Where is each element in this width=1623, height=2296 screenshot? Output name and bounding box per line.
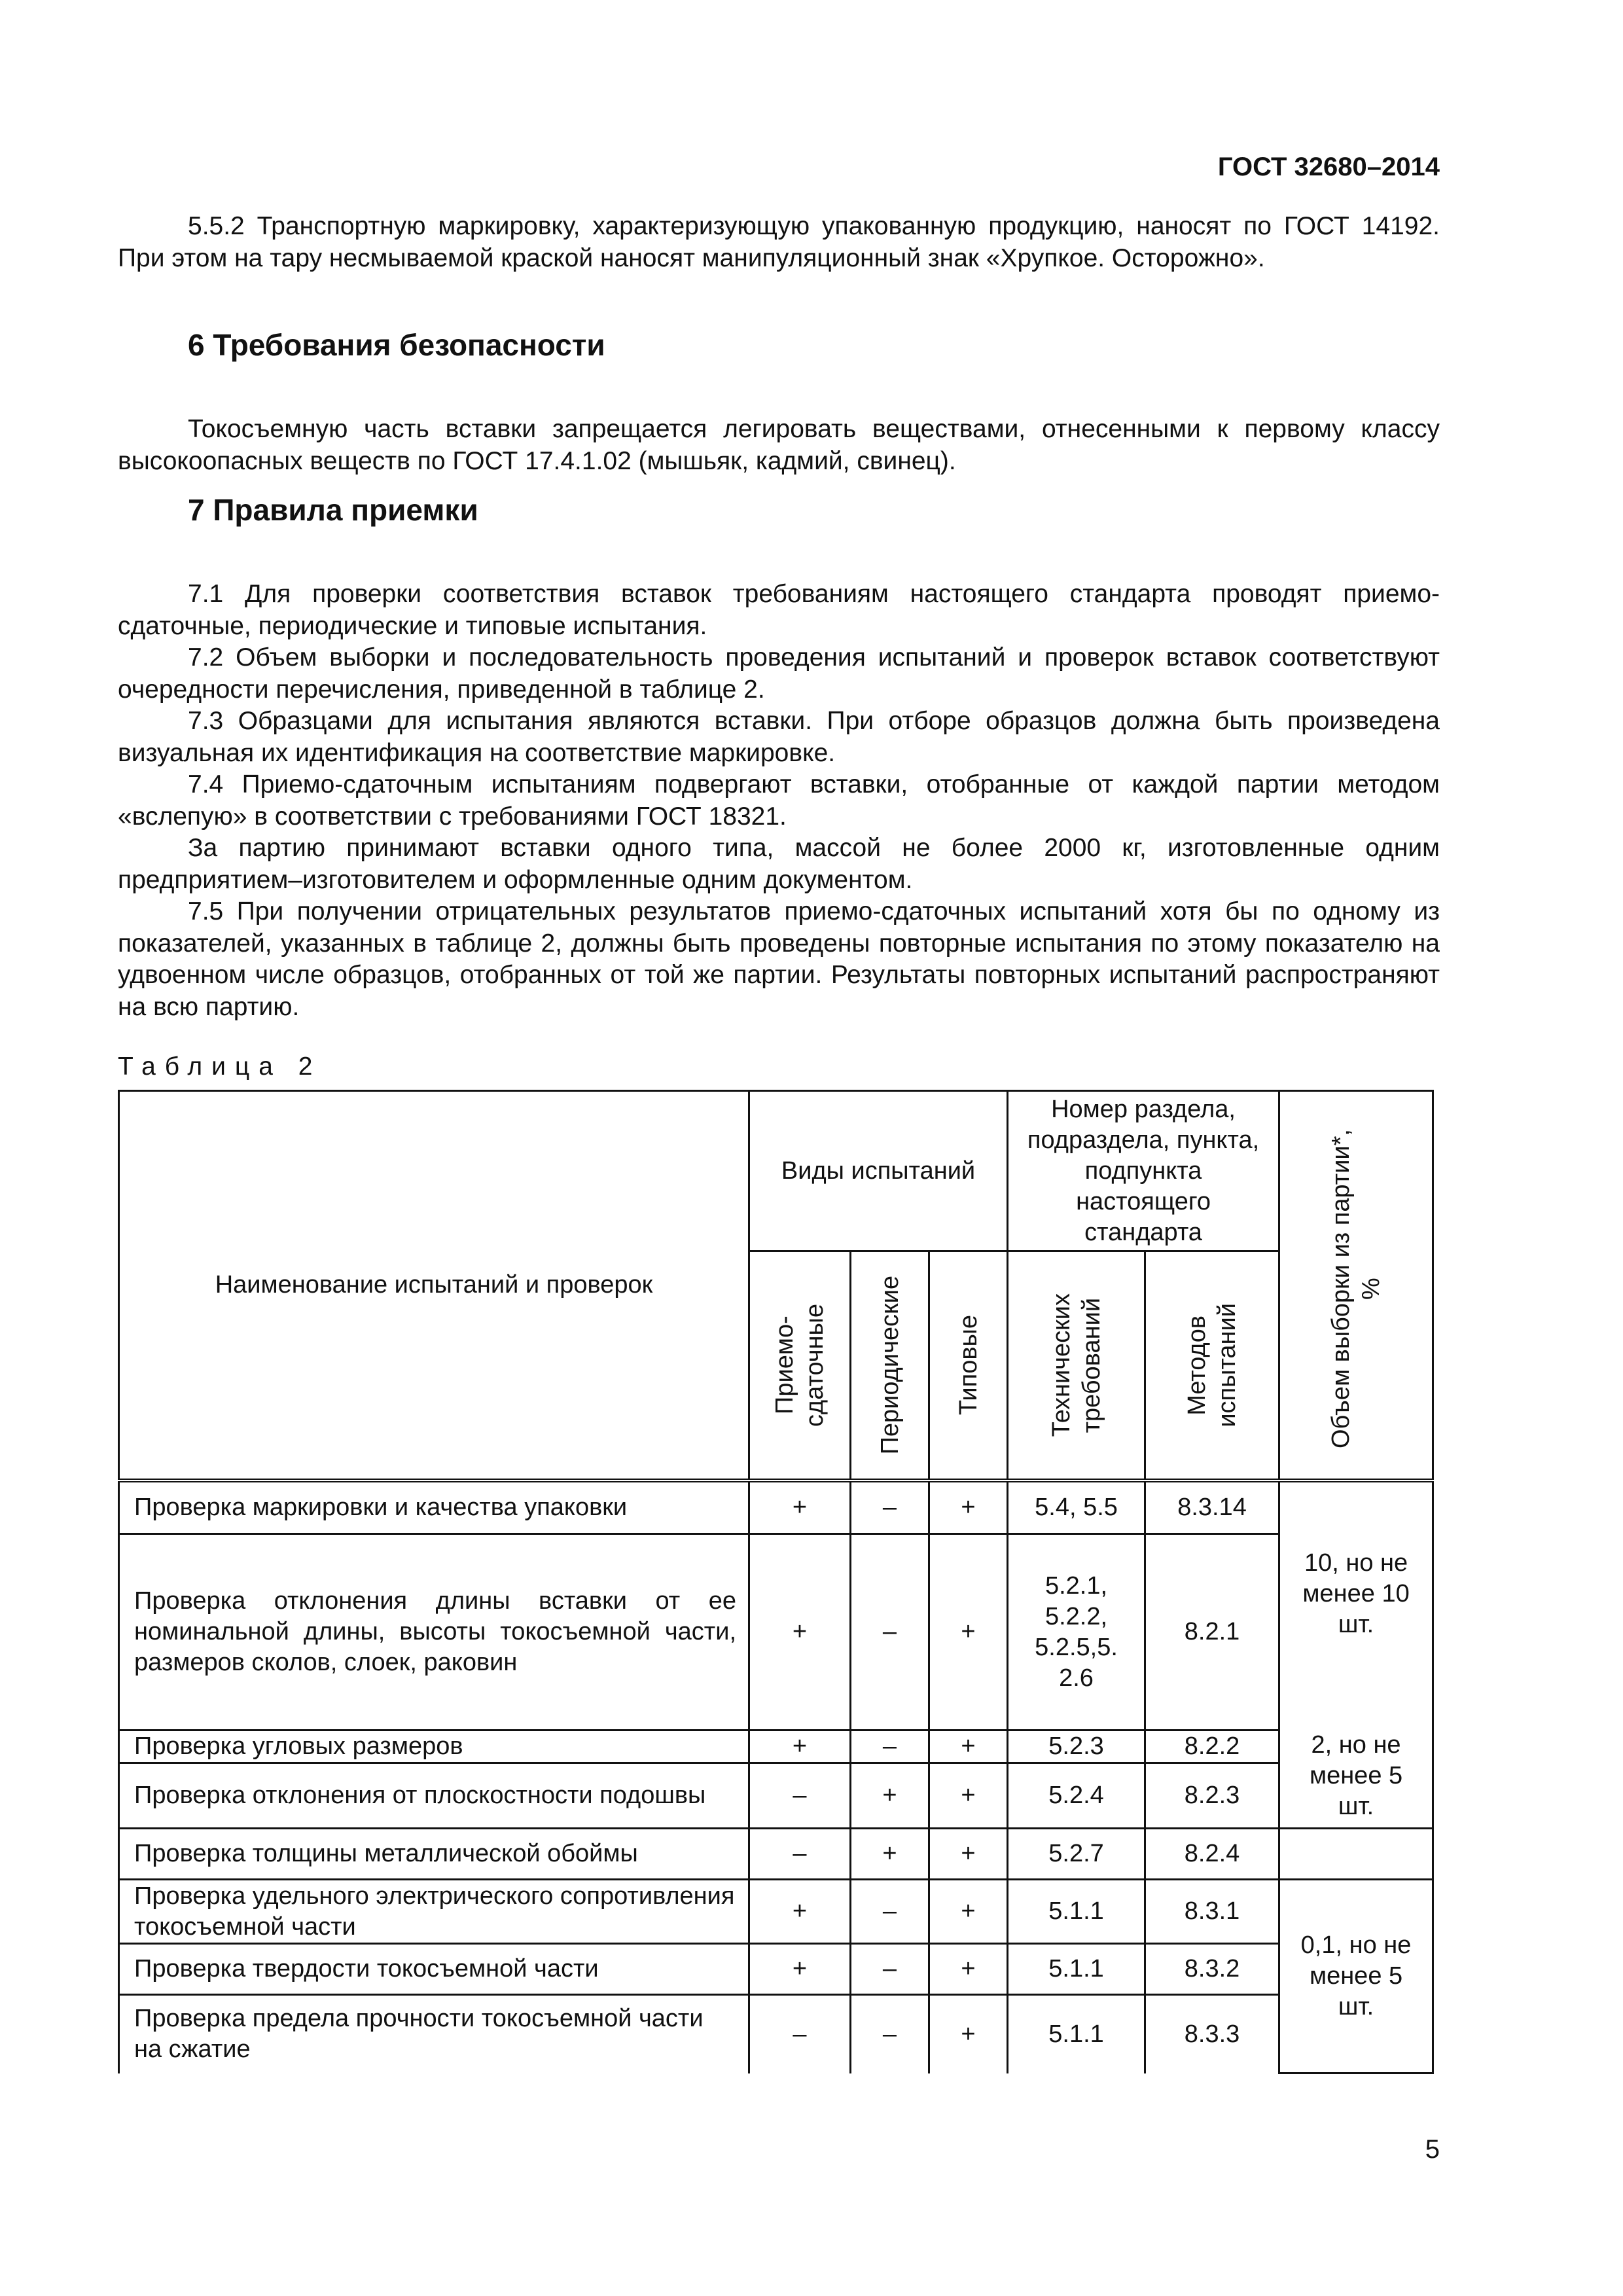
row-acceptance: – (749, 1995, 851, 2073)
paragraph-7-2: 7.2 Объем выборки и последовательность проведения испытаний и проверок вставок соответствуют очередности перечисления, приведенной в таблице 2. (118, 643, 1440, 704)
header-tech-requirements (1008, 1251, 1145, 1480)
section-7-text (118, 579, 1440, 1023)
page-number: 5 (1425, 2135, 1440, 2164)
row-requirements: 5.2.3 (1008, 1731, 1145, 1763)
row-requirements: 5.2.4 (1008, 1763, 1145, 1829)
table-row (119, 1944, 1433, 1995)
row-methods: 8.2.3 (1145, 1763, 1279, 1829)
row-periodic: + (851, 1763, 929, 1829)
row-requirements: 5.1.1 (1008, 1995, 1145, 2073)
section-7-title: 7 Правила приемки (188, 493, 478, 527)
table-caption: Таблица 2 (118, 1052, 322, 1081)
table-row (119, 1480, 1433, 1534)
row-methods: 8.2.4 (1145, 1829, 1279, 1880)
row-methods: 8.3.14 (1145, 1480, 1279, 1534)
row-name: Проверка толщины металлической обоймы (119, 1829, 749, 1880)
paragraph-7-3: 7.3 Образцами для испытания являются вставки. При отборе образцов должна быть произведена визуальная их идентификация на соответствие маркировке. (118, 707, 1440, 767)
table-2 (118, 1090, 1434, 2074)
row-periodic: – (851, 1944, 929, 1995)
row-periodic: + (851, 1829, 929, 1880)
sample-group-3 (1279, 1880, 1433, 2073)
row-methods: 8.2.2 (1145, 1731, 1279, 1763)
row-acceptance: + (749, 1480, 851, 1534)
header-tech-requirements-text: Технических требований (1047, 1293, 1105, 1437)
row-acceptance: + (749, 1534, 851, 1731)
header-type-tests-text: Типовые (954, 1315, 982, 1416)
header-sample-volume-text: Объем выборки из партии*, % (1327, 1128, 1385, 1448)
document-id: ГОСТ 32680–2014 (1217, 152, 1440, 181)
intro-text (118, 211, 1440, 274)
row-name: Проверка отклонения длины вставки от ее номинальной длины, высоты токосъемной части, размеров сколов, слоек, раковин (119, 1534, 749, 1731)
row-name: Проверка отклонения от плоскостности подошвы (119, 1763, 749, 1829)
section-6-text (118, 414, 1440, 477)
header-test-methods (1145, 1251, 1279, 1480)
row-name: Проверка угловых размеров (119, 1731, 749, 1763)
header-type-tests (929, 1251, 1008, 1480)
row-acceptance: + (749, 1944, 851, 1995)
row-periodic: – (851, 1880, 929, 1944)
row-name: Проверка маркировки и качества упаковки (119, 1480, 749, 1534)
paragraph-5-5-2: 5.5.2 Транспортную маркировку, характеризующую упакованную продукцию, наносят по ГОСТ 14192. При этом на тару несмываемой краской наносят манипуляционный знак «Хрупкое. Осторожно». (118, 212, 1440, 272)
row-type: + (929, 1995, 1008, 2073)
row-acceptance: – (749, 1763, 851, 1829)
paragraph-7-4: 7.4 Приемо-сдаточным испытаниям подвергают вставки, отобранные от каждой партии методом «вслепую» в соответствии с требованиями ГОСТ 18321. (118, 770, 1440, 831)
sample-group-3-text: 0,1, но не менее 5 шт. (1300, 1931, 1412, 2020)
row-periodic: – (851, 1995, 929, 2073)
row-type: + (929, 1731, 1008, 1763)
paragraph-7-1: 7.1 Для проверки соответствия вставок требованиям настоящего стандарта проводят приемо-сдаточные, периодические и типовые испытания. (118, 580, 1440, 640)
sample-group-2 (1279, 1731, 1433, 1880)
row-name: Проверка удельного электрического сопротивления токосъемной части (119, 1880, 749, 1944)
table-row (119, 1534, 1433, 1731)
row-acceptance: + (749, 1880, 851, 1944)
table-row (119, 1995, 1433, 2073)
paragraph-7-4-batch: За партию принимают вставки одного типа, массой не более 2000 кг, изготовленные одним предприятием–изготовителем и оформленные одним документом. (118, 834, 1440, 894)
row-methods: 8.3.3 (1145, 1995, 1279, 2073)
row-type: + (929, 1763, 1008, 1829)
row-type: + (929, 1944, 1008, 1995)
section-6-title: 6 Требования безопасности (188, 328, 605, 362)
row-requirements: 5.2.7 (1008, 1829, 1145, 1880)
sample-group-1-text: 10, но не менее 10 шт. (1302, 1549, 1410, 1638)
row-acceptance: + (749, 1731, 851, 1763)
row-periodic: – (851, 1534, 929, 1731)
row-requirements: 5.1.1 (1008, 1944, 1145, 1995)
header-section-number: Номер раздела, подраздела, пункта, подпункта настоящего стандарта (1008, 1091, 1279, 1251)
row-methods: 8.2.1 (1145, 1534, 1279, 1731)
table-row (119, 1829, 1433, 1880)
row-periodic: – (851, 1480, 929, 1534)
paragraph-6: Токосъемную часть вставки запрещается легировать веществами, отнесенными к первому классу высокоопасных веществ по ГОСТ 17.4.1.02 (мышьяк, кадмий, свинец). (118, 415, 1440, 475)
row-requirements: 5.2.1, 5.2.2, 5.2.5,5. 2.6 (1008, 1534, 1145, 1731)
row-type: + (929, 1829, 1008, 1880)
header-periodic (851, 1251, 929, 1480)
table-row (119, 1880, 1433, 1944)
sample-group-2-text: 2, но не менее 5 шт. (1309, 1731, 1403, 1820)
table-row (119, 1731, 1433, 1763)
row-acceptance: – (749, 1829, 851, 1880)
header-acceptance (749, 1251, 851, 1480)
row-type: + (929, 1480, 1008, 1534)
row-methods: 8.3.1 (1145, 1880, 1279, 1944)
row-periodic: – (851, 1731, 929, 1763)
header-acceptance-text: Приемо- сдаточные (771, 1303, 829, 1427)
header-sample-volume (1279, 1091, 1433, 1480)
row-methods: 8.3.2 (1145, 1944, 1279, 1995)
row-name: Проверка предела прочности токосъемной части на сжатие (119, 1995, 749, 2073)
row-type: + (929, 1534, 1008, 1731)
header-name: Наименование испытаний и проверок (119, 1091, 749, 1480)
row-requirements: 5.1.1 (1008, 1880, 1145, 1944)
header-test-methods-text: Методов испытаний (1183, 1302, 1241, 1427)
row-requirements: 5.4, 5.5 (1008, 1480, 1145, 1534)
header-periodic-text: Периодические (876, 1276, 904, 1455)
table-row (119, 1763, 1433, 1829)
header-test-types: Виды испытаний (749, 1091, 1008, 1251)
paragraph-7-5: 7.5 При получении отрицательных результатов приемо-сдаточных испытаний хотя бы по одному из показателей, указанных в таблице 2, должны быть проведены повторные испытания по этому показателю на удвоенном числе образцов, отобранных от той же партии. Результаты повторных испытаний распространяют на всю партию. (118, 897, 1440, 1021)
row-type: + (929, 1880, 1008, 1944)
row-name: Проверка твердости токосъемной части (119, 1944, 749, 1995)
